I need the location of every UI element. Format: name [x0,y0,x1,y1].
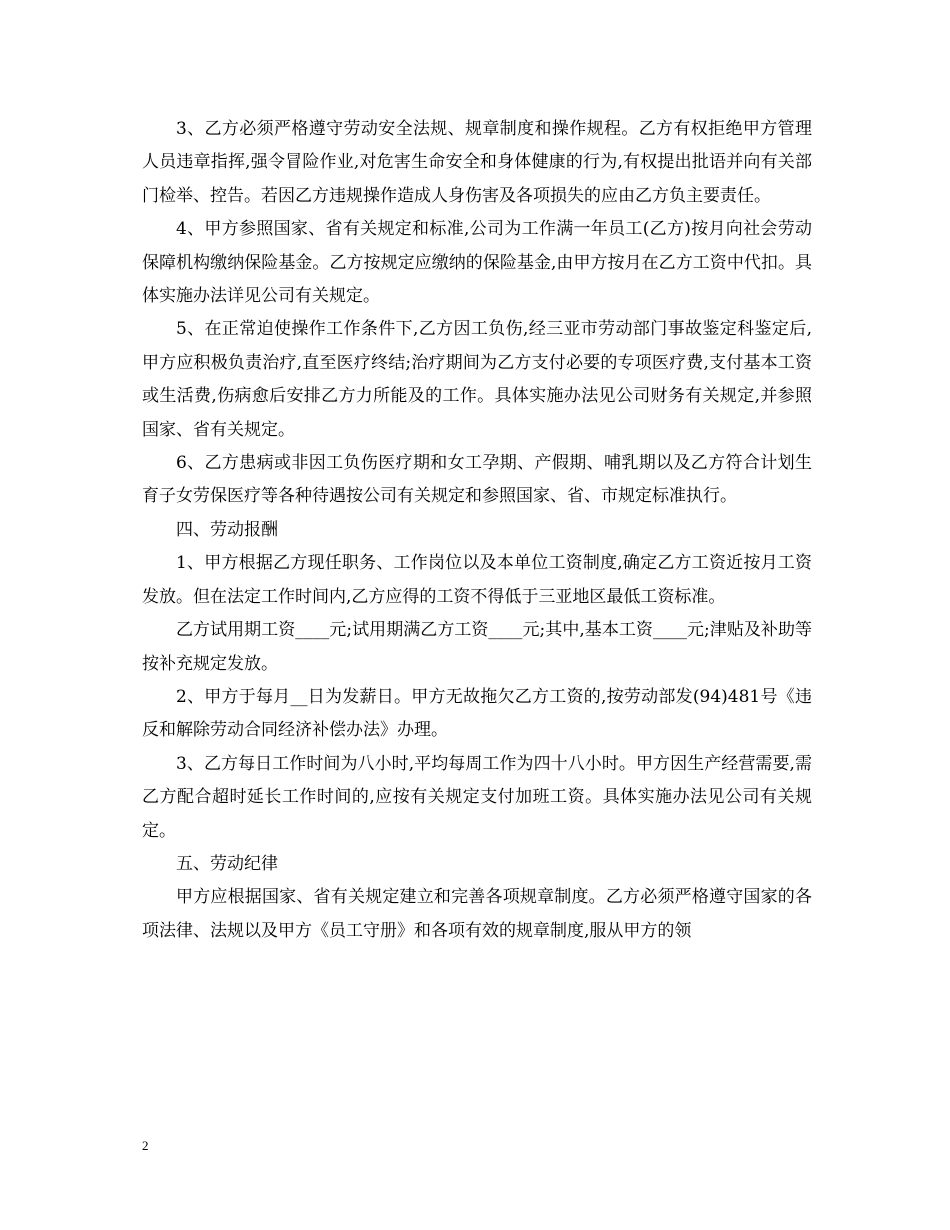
paragraph-insurance-fund: 4、甲方参照国家、省有关规定和标准,公司为工作满一年员工(乙方)按月向社会劳动保障机构缴纳保险基金。乙方按规定应缴纳的保险基金,由甲方按月在乙方工资中代扣。具体实施办法详见公司有关规定。 [142,219,812,307]
document-body [142,113,812,948]
paragraph-work-injury: 5、在正常迫使操作工作条件下,乙方因工负伤,经三亚市劳动部门事故鉴定科鉴定后,甲方应积极负责治疗,直至医疗终结;治疗期间为乙方支付必要的专项医疗费,支付基本工资或生活费,伤病愈后安排乙方力所能及的工作。具体实施办法见公司财务有关规定,并参照国家、省有关规定。 [142,319,812,440]
paragraph-working-hours: 3、乙方每日工作时间为八小时,平均每周工作为四十八小时。甲方因生产经营需要,需乙方配合超时延长工作时间的,应按有关规定支付加班工资。具体实施办法见公司有关规定。 [142,753,812,841]
section-heading-remuneration: 四、劳动报酬 [176,519,278,540]
paragraph-probation-wage: 乙方试用期工资____元;试用期满乙方工资____元;其中,基本工资____元;津贴及补助等按补充规定发放。 [142,620,812,674]
paragraph-sick-leave: 6、乙方患病或非因工负伤医疗期和女工孕期、产假期、哺乳期以及乙方符合计划生育子女劳保医疗等各种待遇按公司有关规定和参照国家、省、市规定标准执行。 [142,453,812,507]
paragraph-safety-rules: 3、乙方必须严格遵守劳动安全法规、规章制度和操作规程。乙方有权拒绝甲方管理人员违章指挥,强令冒险作业,对危害生命安全和身体健康的行为,有权提出批语并向有关部门检举、控告。若因乙方违规操作造成人身伤害及各项损失的应由乙方负主要责任。 [142,119,812,206]
paragraph-wage-determination: 1、甲方根据乙方现任职务、工作岗位以及本单位工资制度,确定乙方工资近按月工资发放。但在法定工作时间内,乙方应得的工资不得低于三亚地区最低工资标准。 [142,553,812,607]
section-heading-discipline: 五、劳动纪律 [176,853,278,874]
paragraph-payday: 2、甲方于每月__日为发薪日。甲方无故拖欠乙方工资的,按劳动部发(94)481号《违反和解除劳动合同经济补偿办法》办理。 [142,686,812,741]
page-number: 2 [142,1138,149,1153]
paragraph-regulations: 甲方应根据国家、省有关规定建立和完善各项规章制度。乙方必须严格遵守国家的各项法律、法规以及甲方《员工守册》和各项有效的规章制度,服从甲方的领 [142,887,812,941]
